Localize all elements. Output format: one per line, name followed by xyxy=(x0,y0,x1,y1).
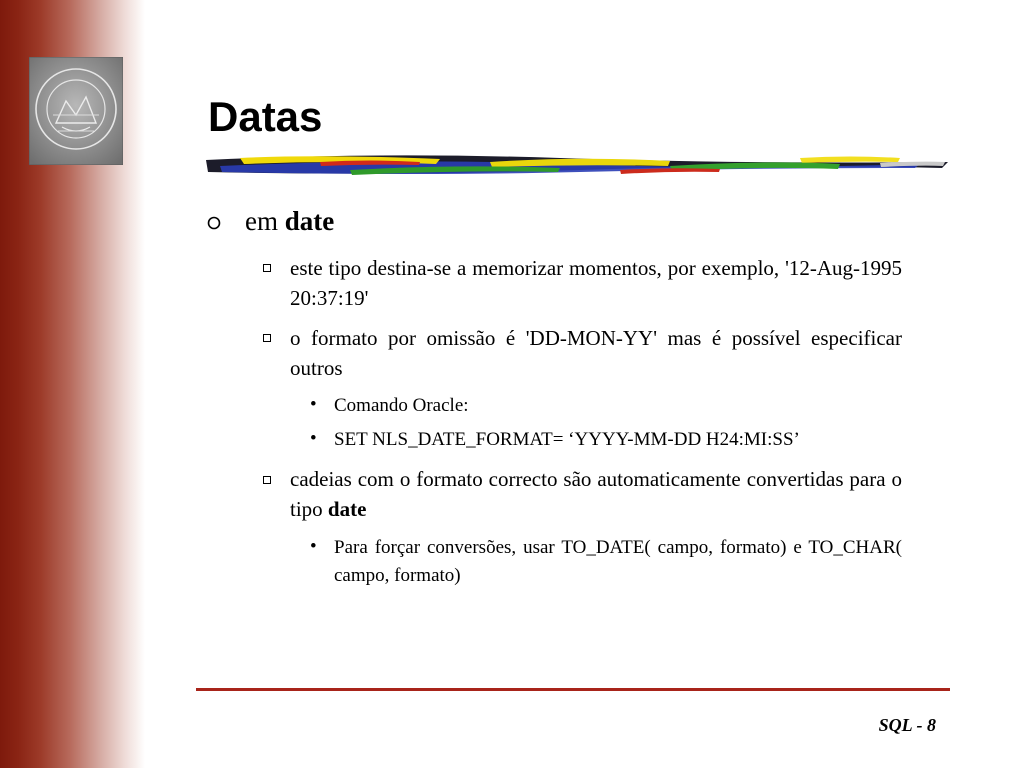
university-seal-logo xyxy=(29,57,123,165)
square-bullet-icon xyxy=(263,334,271,342)
sub-list-item: SET NLS_DATE_FORMAT= ‘YYYY-MM-DD H24:MI:SS’ xyxy=(334,429,800,450)
sub-list-item: Comando Oracle: xyxy=(334,395,469,416)
list-item: este tipo destina-se a memorizar momentos, por exemplo, '12-Aug-1995 20:37:19' xyxy=(290,256,902,310)
list-item: o formato por omissão é 'DD-MON-YY' mas é possível especificar outros xyxy=(290,326,902,380)
sub-list-item: Para forçar conversões, usar TO_DATE( campo, formato) e TO_CHAR( campo, formato) xyxy=(334,537,902,586)
heading-bullet xyxy=(245,206,334,237)
list-item xyxy=(290,464,902,524)
list-item-keyword: date xyxy=(327,497,367,521)
dot-bullet-icon: • xyxy=(310,428,317,449)
heading-prefix: em xyxy=(245,206,278,236)
slide-number: SQL - 8 xyxy=(878,715,936,735)
heading-keyword: date xyxy=(284,206,335,236)
hollow-circle-bullet-icon xyxy=(207,216,221,230)
square-bullet-icon xyxy=(263,264,271,272)
slide-title: Datas xyxy=(208,93,323,140)
list-item-text: cadeias com o formato correcto são automaticamente convertidas para o tipo xyxy=(290,467,902,521)
footer-rule xyxy=(196,688,950,691)
square-bullet-icon xyxy=(263,476,271,484)
dot-bullet-icon: • xyxy=(310,394,317,415)
dot-bullet-icon: • xyxy=(310,536,317,557)
decorative-brush-stroke xyxy=(200,150,950,182)
